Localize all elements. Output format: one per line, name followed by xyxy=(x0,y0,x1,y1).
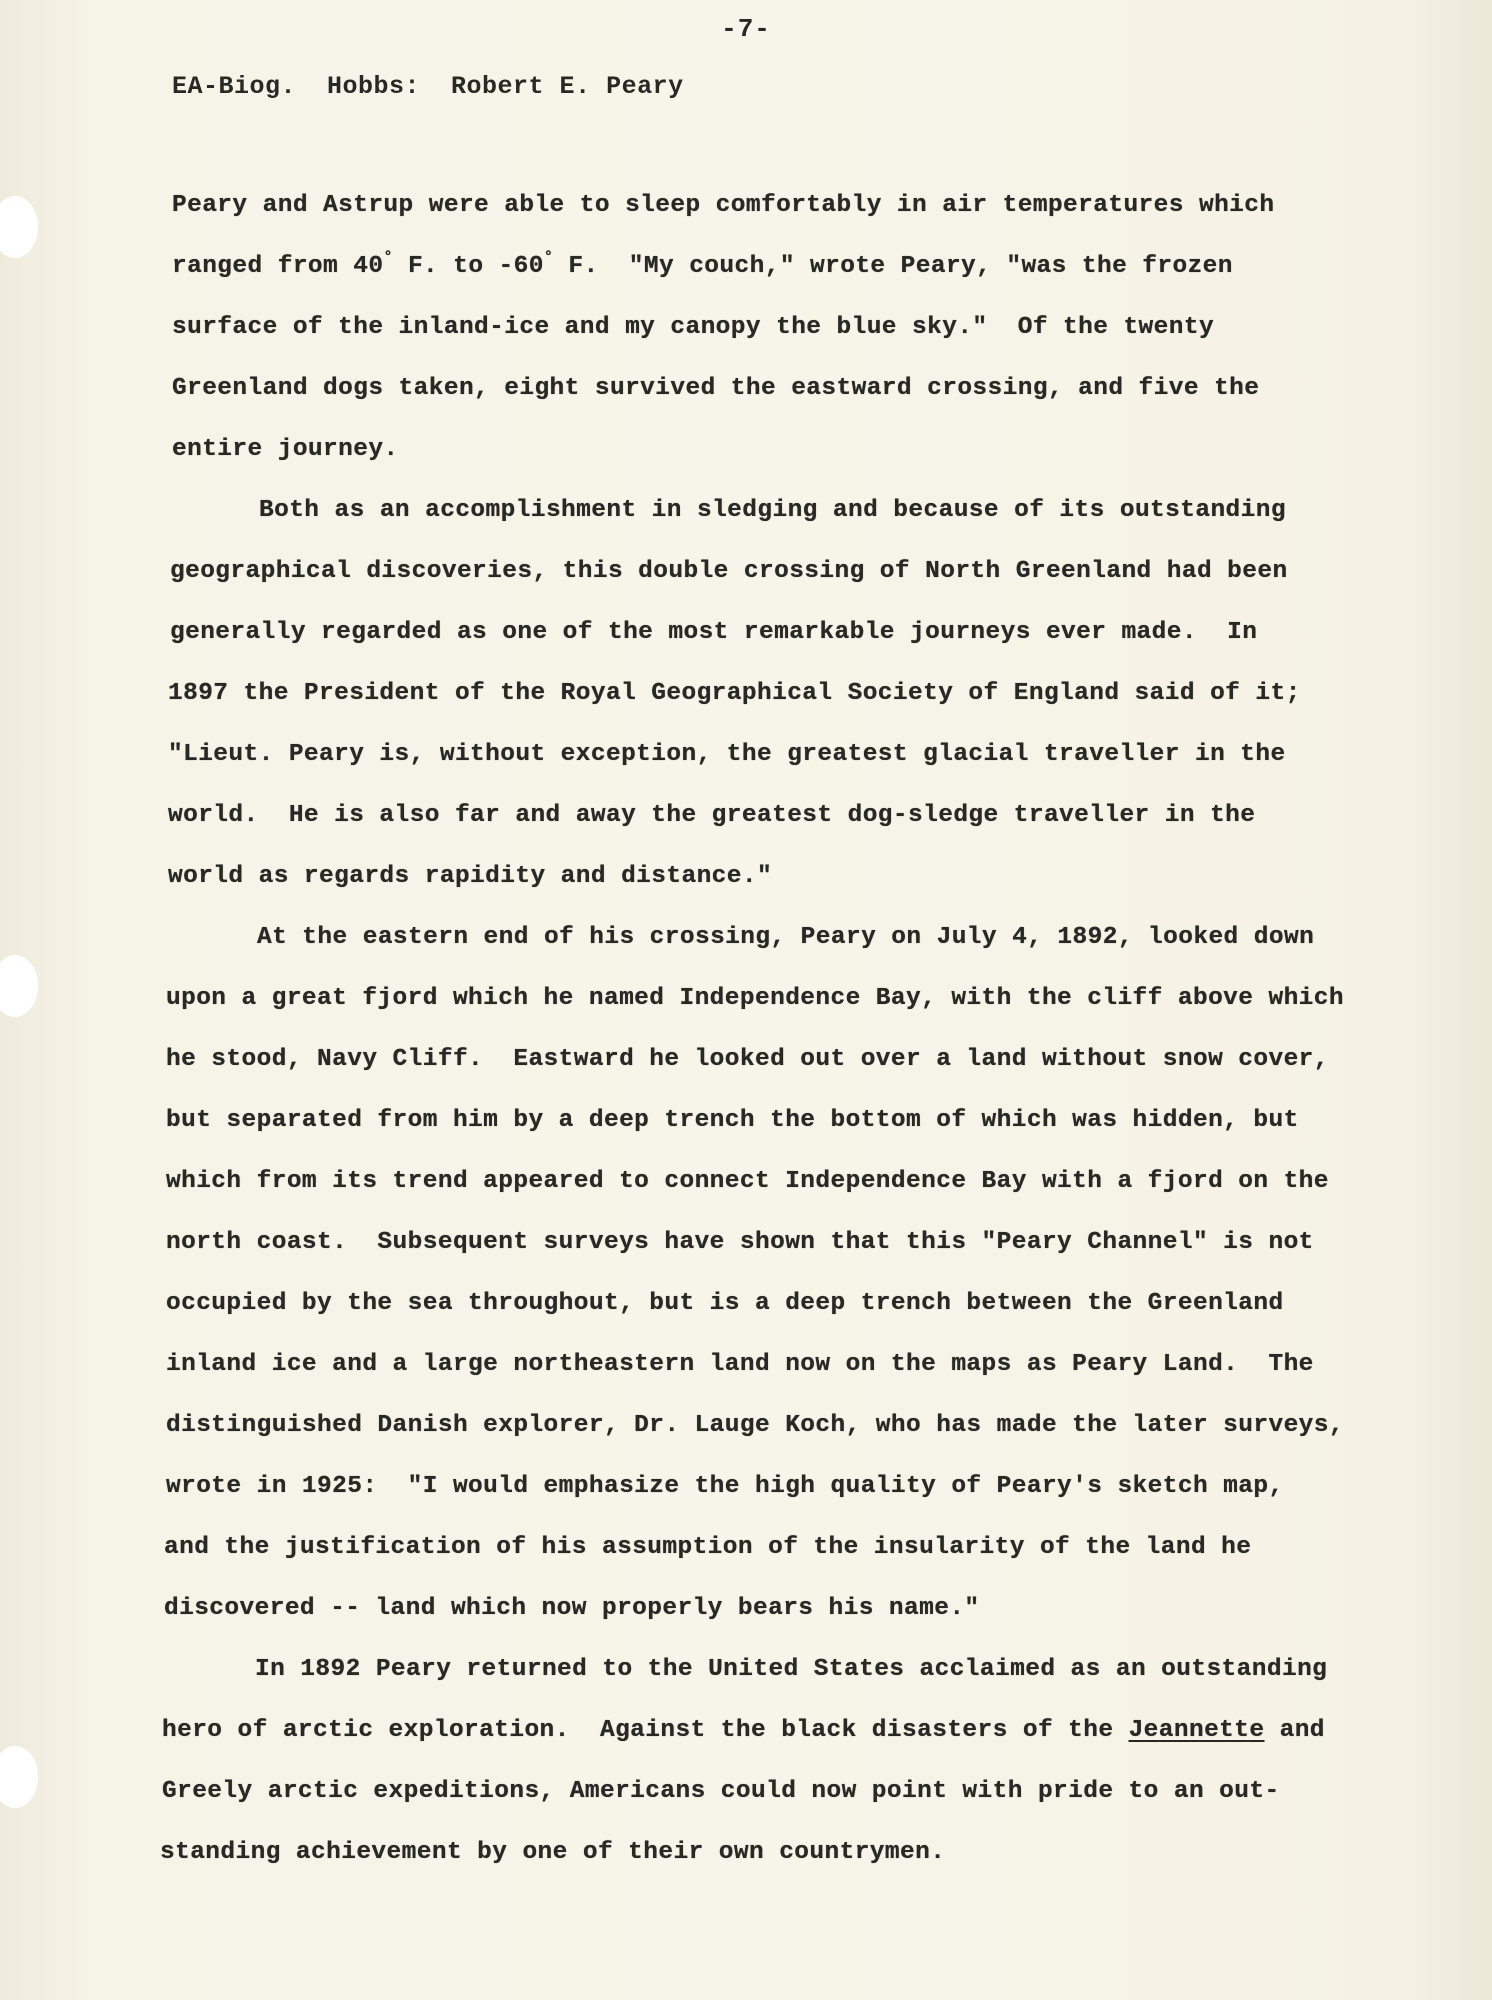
text-line: world as regards rapidity and distance." xyxy=(168,863,773,890)
text-line: but separated from him by a deep trench the bottom of which was hidden, but xyxy=(166,1107,1299,1134)
punch-hole xyxy=(0,955,38,1017)
text-line: generally regarded as one of the most remarkable journeys ever made. In xyxy=(170,619,1258,646)
running-head: EA-Biog. Hobbs: Robert E. Peary xyxy=(172,72,684,101)
text-line: distinguished Danish explorer, Dr. Lauge Koch, who has made the later surveys, xyxy=(166,1412,1344,1439)
text-line: In 1892 Peary returned to the United States acclaimed as an outstanding xyxy=(255,1656,1328,1683)
text-line: occupied by the sea throughout, but is a deep trench between the Greenland xyxy=(166,1290,1284,1317)
text-line: he stood, Navy Cliff. Eastward he looked out over a land without snow cover, xyxy=(166,1046,1329,1073)
text-line: "Lieut. Peary is, without exception, the greatest glacial traveller in the xyxy=(168,741,1286,768)
punch-hole xyxy=(0,196,38,258)
text-line: ranged from 40° F. to -60° F. "My couch," wrote Peary, "was the frozen xyxy=(172,249,1233,280)
text-line: Greely arctic expeditions, Americans could now point with pride to an out- xyxy=(162,1778,1280,1805)
text-line: geographical discoveries, this double crossing of North Greenland had been xyxy=(170,558,1288,585)
text-line: wrote in 1925: "I would emphasize the high quality of Peary's sketch map, xyxy=(166,1473,1284,1500)
text-line: Both as an accomplishment in sledging and because of its outstanding xyxy=(259,497,1286,524)
text-line: surface of the inland-ice and my canopy the blue sky." Of the twenty xyxy=(172,314,1215,341)
text-line: standing achievement by one of their own countrymen. xyxy=(160,1839,946,1866)
text-line: entire journey. xyxy=(172,436,399,463)
text-line: Greenland dogs taken, eight survived the eastward crossing, and five the xyxy=(172,375,1260,402)
text-line: Peary and Astrup were able to sleep comfortably in air temperatures which xyxy=(172,192,1275,219)
text-line: which from its trend appeared to connect Independence Bay with a fjord on the xyxy=(166,1168,1329,1195)
ship-name-jeannette: Jeannette xyxy=(1128,1717,1265,1744)
text-line: At the eastern end of his crossing, Peary on July 4, 1892, looked down xyxy=(257,924,1315,951)
page-number: -7- xyxy=(721,14,771,44)
text-line: north coast. Subsequent surveys have shown that this "Peary Channel" is not xyxy=(166,1229,1314,1256)
punch-hole xyxy=(0,1746,38,1808)
text-line: 1897 the President of the Royal Geographical Society of England said of it; xyxy=(168,680,1301,707)
text-line: hero of arctic exploration. Against the black disasters of the Jeannette and xyxy=(162,1717,1325,1744)
text-line: world. He is also far and away the greatest dog-sledge traveller in the xyxy=(168,802,1256,829)
text-line: discovered -- land which now properly bears his name." xyxy=(164,1595,980,1622)
text-line: inland ice and a large northeastern land now on the maps as Peary Land. The xyxy=(166,1351,1314,1378)
text-line: upon a great fjord which he named Independence Bay, with the cliff above which xyxy=(166,985,1344,1012)
text-line: and the justification of his assumption of the insularity of the land he xyxy=(164,1534,1252,1561)
degree-sign: ° xyxy=(543,249,554,266)
degree-sign: ° xyxy=(383,249,393,266)
